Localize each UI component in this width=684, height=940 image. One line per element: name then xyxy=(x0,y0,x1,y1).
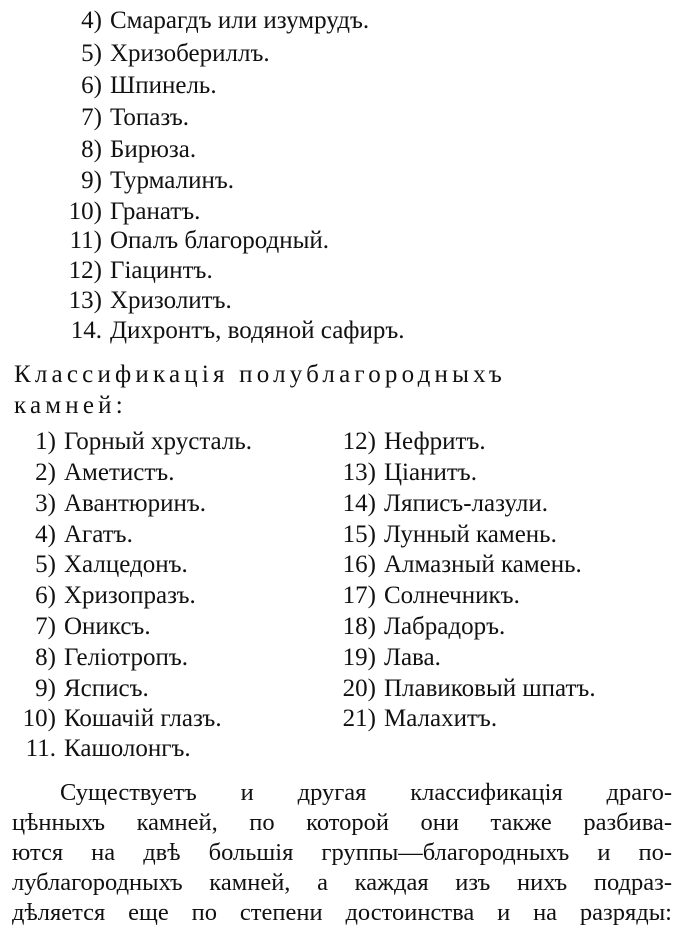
list-item xyxy=(6,520,133,550)
item-number: 9) xyxy=(81,167,102,194)
item-text: Плавиковый шпатъ. xyxy=(384,675,596,702)
list-item xyxy=(6,704,222,734)
item-text: Агатъ. xyxy=(64,521,133,548)
list-item xyxy=(62,286,232,316)
item-number: 11. xyxy=(25,735,56,762)
item-text: Гіацинтъ. xyxy=(110,257,213,284)
item-number: 13) xyxy=(342,459,376,486)
list-item xyxy=(6,458,174,488)
item-text: Ясписъ. xyxy=(64,675,149,702)
item-text: Халцедонъ. xyxy=(64,551,188,578)
item-text: Горный хрусталь. xyxy=(64,428,253,455)
item-number: 5) xyxy=(35,551,56,578)
item-number: 4) xyxy=(35,521,56,548)
list-item xyxy=(62,226,329,256)
list-item xyxy=(326,520,557,550)
item-number: 8) xyxy=(81,136,102,163)
item-text: Бирюза. xyxy=(110,136,197,163)
item-number: 1) xyxy=(35,428,56,455)
item-text: Лава. xyxy=(384,644,441,671)
list-item xyxy=(326,643,441,673)
item-text: Ониксъ. xyxy=(64,613,151,640)
list-item xyxy=(62,6,369,36)
section-heading-line-1: Классификація полублагородныхъ xyxy=(14,361,506,388)
item-number: 13) xyxy=(68,287,102,314)
item-text: Гранатъ. xyxy=(110,198,201,225)
item-number: 14. xyxy=(70,317,102,344)
item-number: 7) xyxy=(35,613,56,640)
item-number: 6) xyxy=(81,72,102,99)
item-number: 3) xyxy=(35,490,56,517)
list-item xyxy=(326,674,596,704)
list-item xyxy=(326,581,520,611)
item-text: Солнечникъ. xyxy=(384,582,520,609)
item-number: 10) xyxy=(22,705,56,732)
item-text: Хризопразъ. xyxy=(64,582,196,609)
item-text: Дихронтъ, водяной сафиръ. xyxy=(110,317,405,344)
item-number: 15) xyxy=(342,521,376,548)
item-text: Нефритъ. xyxy=(384,428,486,455)
item-text: Топазъ. xyxy=(110,104,189,131)
item-number: 10) xyxy=(68,198,102,225)
item-text: Лабрадоръ. xyxy=(384,613,506,640)
item-text: Шпинель. xyxy=(110,72,217,99)
paragraph-line xyxy=(12,778,672,807)
item-text: Алмазный камень. xyxy=(384,551,582,578)
item-number: 4) xyxy=(81,7,102,34)
list-item xyxy=(62,39,270,69)
list-item xyxy=(6,612,151,642)
item-number: 16) xyxy=(342,551,376,578)
item-text: Малахитъ. xyxy=(384,705,498,732)
list-item xyxy=(6,550,188,580)
list-item xyxy=(6,489,206,519)
paragraph-line: дѣляется еще по степени достоинства и на разряды: xyxy=(12,899,672,926)
section-heading-line-2: камней: xyxy=(14,392,127,419)
item-text: Геліотропъ. xyxy=(64,644,189,671)
item-number: 9) xyxy=(35,675,56,702)
list-item xyxy=(326,489,548,519)
paragraph-line: цѣнныхъ камней, по которой они также разбива- xyxy=(12,809,672,836)
item-text: Турмалинъ. xyxy=(110,167,235,194)
list-item xyxy=(62,316,405,346)
item-number: 6) xyxy=(35,582,56,609)
item-text: Авантюринъ. xyxy=(64,490,207,517)
paragraph-line: лублагородныхъ камней, а каждая изъ нихъ подраз- xyxy=(12,869,672,896)
list-item xyxy=(6,581,196,611)
item-text: Аметистъ. xyxy=(64,459,175,486)
item-number: 8) xyxy=(35,644,56,671)
item-number: 2) xyxy=(35,459,56,486)
list-item xyxy=(326,704,497,734)
item-number: 17) xyxy=(342,582,376,609)
list-item xyxy=(62,103,189,133)
item-number: 19) xyxy=(342,644,376,671)
list-item xyxy=(326,612,505,642)
list-item xyxy=(62,71,217,101)
item-text: Хризобериллъ. xyxy=(110,40,270,67)
list-item xyxy=(62,135,196,165)
item-number: 7) xyxy=(81,104,102,131)
item-number: 21) xyxy=(342,705,376,732)
paragraph-line-text: Существуетъ и другая классификація драго- xyxy=(60,779,672,806)
list-item xyxy=(6,734,191,764)
item-number: 5) xyxy=(81,40,102,67)
item-text: Ціанитъ. xyxy=(384,459,477,486)
item-number: 18) xyxy=(342,613,376,640)
item-text: Кошачій глазъ. xyxy=(64,705,222,732)
list-item xyxy=(6,674,149,704)
list-item xyxy=(62,256,213,286)
item-text: Ляписъ-лазули. xyxy=(384,490,548,517)
list-item xyxy=(6,427,252,457)
item-text: Хризолитъ. xyxy=(110,287,232,314)
item-number: 12) xyxy=(342,428,376,455)
item-number: 14) xyxy=(342,490,376,517)
list-item xyxy=(6,643,188,673)
list-item xyxy=(326,427,486,457)
list-item xyxy=(326,550,582,580)
item-text: Кашолонгъ. xyxy=(64,735,191,762)
item-number: 12) xyxy=(68,257,102,284)
item-number: 20) xyxy=(342,675,376,702)
list-item xyxy=(62,166,234,196)
item-text: Смарагдъ или изумрудъ. xyxy=(110,7,370,34)
list-item xyxy=(62,197,200,227)
item-text: Лунный камень. xyxy=(384,521,557,548)
item-number: 11) xyxy=(69,227,102,254)
list-item xyxy=(326,458,477,488)
item-text: Опалъ благородный. xyxy=(110,227,330,254)
paragraph-line: ются на двѣ большія группы—благородныхъ и по- xyxy=(12,839,672,866)
